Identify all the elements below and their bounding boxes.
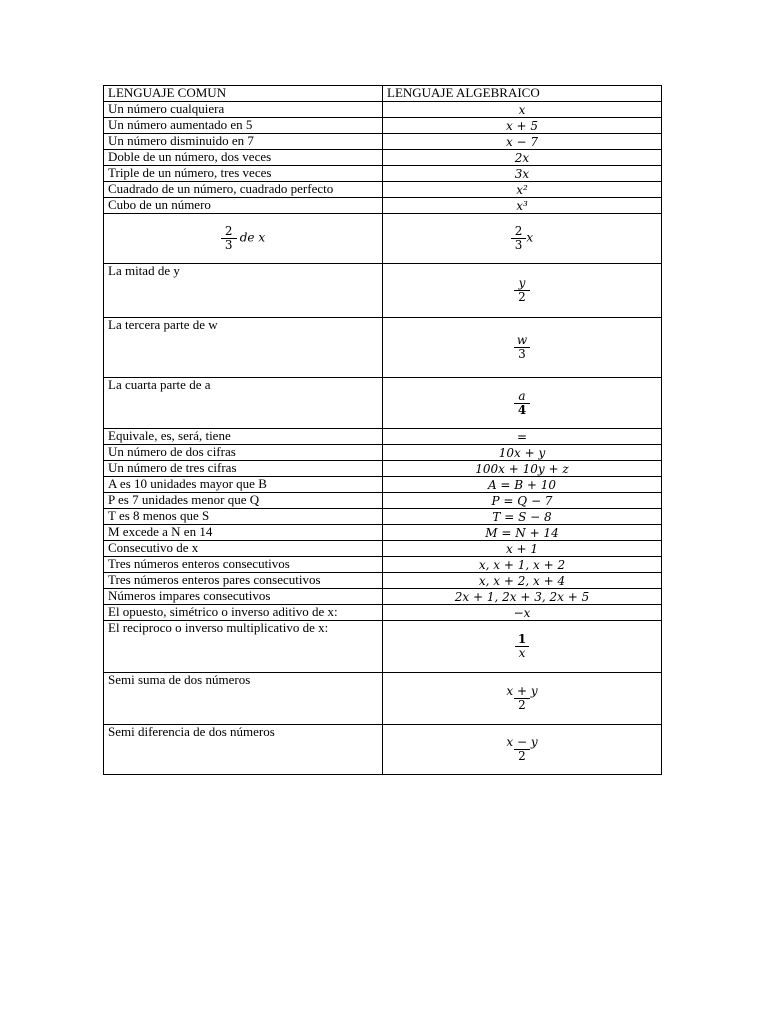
row-algebraic-expression: [383, 589, 662, 605]
fraction-numerator: 1: [517, 632, 527, 646]
row-algebraic-fraction: [383, 214, 662, 264]
fraction-numerator: x − y: [506, 735, 538, 749]
row-common-text: T es 8 menos que S: [104, 509, 383, 525]
row-algebraic-expression: [383, 182, 662, 198]
table-row: [104, 318, 662, 378]
table-header-row: [104, 86, 662, 102]
table-row: [104, 429, 662, 445]
row-common-text: M excede a N en 14: [104, 525, 383, 541]
expression-text: x + 1: [505, 541, 539, 556]
fraction: [514, 334, 530, 361]
fraction-numerator: 2: [514, 224, 523, 238]
row-algebraic-expression: [383, 509, 662, 525]
translation-table: [103, 85, 662, 775]
expression-text: x: [518, 102, 526, 117]
fraction-denominator: 2: [514, 290, 530, 304]
table-row: [104, 541, 662, 557]
table-row: [104, 509, 662, 525]
table-row: [104, 102, 662, 118]
table-row: [104, 477, 662, 493]
expression-text: x²: [516, 182, 528, 197]
row-common-text: Cubo de un número: [104, 198, 383, 214]
expression-text: 100x + 10y + z: [475, 461, 569, 476]
row-algebraic-expression: [383, 557, 662, 573]
fraction-numerator: a: [518, 388, 526, 403]
document-page: [103, 85, 661, 775]
row-common-text: Equivale, es, será, tiene: [104, 429, 383, 445]
row-algebraic-expression: [383, 118, 662, 134]
row-common-text: El reciproco o inverso multiplicativo de x:: [104, 621, 383, 673]
expression-text: x, x + 2, x + 4: [478, 573, 566, 588]
fraction-denominator: 2: [514, 749, 530, 763]
table-row: [104, 621, 662, 673]
fraction: [515, 633, 530, 660]
fraction-denominator: 3: [514, 347, 530, 361]
row-common-text: Un número aumentado en 5: [104, 118, 383, 134]
expression-text: −x: [513, 605, 531, 620]
row-algebraic-expression: [383, 461, 662, 477]
row-algebraic-expression: [383, 150, 662, 166]
expression-text: T = S − 8: [492, 509, 552, 524]
row-common-text: Un número cualquiera: [104, 102, 383, 118]
row-common-text: Un número de tres cifras: [104, 461, 383, 477]
row-common-text: Triple de un número, tres veces: [104, 166, 383, 182]
row-algebraic-fraction: [383, 673, 662, 725]
table-row: [104, 378, 662, 429]
fraction: [514, 390, 530, 417]
header-algebraic-language: LENGUAJE ALGEBRAICO: [383, 86, 662, 102]
fraction-denominator: 3: [221, 238, 237, 252]
table-row: [104, 461, 662, 477]
row-algebraic-fraction: [383, 621, 662, 673]
fraction: [504, 685, 539, 712]
row-algebraic-fraction: [383, 378, 662, 429]
row-common-text: Cuadrado de un número, cuadrado perfecto: [104, 182, 383, 198]
fraction-denominator: x: [515, 646, 530, 660]
fraction-suffix: de x: [239, 230, 266, 245]
fraction-numerator: y: [518, 276, 526, 290]
fraction: [514, 277, 530, 304]
row-algebraic-expression: [383, 102, 662, 118]
row-algebraic-fraction: [383, 725, 662, 775]
expression-text: P = Q − 7: [491, 493, 553, 508]
fraction: [504, 736, 539, 763]
row-common-text: Un número disminuido en 7: [104, 134, 383, 150]
expression-text: x³: [516, 198, 528, 213]
table-row: [104, 150, 662, 166]
table-row: [104, 134, 662, 150]
table-row: [104, 214, 662, 264]
table-row: [104, 573, 662, 589]
row-common-text: Doble de un número, dos veces: [104, 150, 383, 166]
row-common-text: Semi diferencia de dos números: [104, 725, 383, 775]
row-common-text: El opuesto, simétrico o inverso aditivo de x:: [104, 605, 383, 621]
row-common-text: Tres números enteros consecutivos: [104, 557, 383, 573]
row-common-text: Tres números enteros pares consecutivos: [104, 573, 383, 589]
row-common-text: Semi suma de dos números: [104, 673, 383, 725]
expression-text: M = N + 14: [485, 525, 559, 540]
row-algebraic-expression: [383, 166, 662, 182]
row-algebraic-fraction: [383, 264, 662, 318]
row-algebraic-expression: [383, 525, 662, 541]
expression-text: 2x: [514, 150, 530, 165]
fraction-numerator: x + y: [506, 684, 538, 698]
table-row: [104, 445, 662, 461]
fraction: [221, 225, 237, 252]
row-algebraic-fraction: [383, 318, 662, 378]
fraction-denominator: 2: [514, 698, 530, 712]
table-row: [104, 605, 662, 621]
row-common-text: A es 10 unidades mayor que B: [104, 477, 383, 493]
table-row: [104, 557, 662, 573]
expression-text: 2x + 1, 2x + 3, 2x + 5: [454, 589, 590, 604]
fraction-denominator: 3: [511, 238, 527, 252]
row-common-text: Un número de dos cifras: [104, 445, 383, 461]
row-algebraic-expression: [383, 477, 662, 493]
row-common-text: P es 7 unidades menor que Q: [104, 493, 383, 509]
row-algebraic-expression: [383, 198, 662, 214]
expression-text: 3x: [514, 166, 530, 181]
fraction: [511, 225, 527, 252]
table-row: [104, 182, 662, 198]
row-common-text: La cuarta parte de a: [104, 378, 383, 429]
table-row: [104, 589, 662, 605]
row-common-text: La mitad de y: [104, 264, 383, 318]
fraction-denominator: 4: [514, 403, 530, 417]
table-row: [104, 725, 662, 775]
table-row: [104, 264, 662, 318]
table-row: [104, 493, 662, 509]
table-row: [104, 166, 662, 182]
expression-text: x, x + 1, x + 2: [478, 557, 566, 572]
row-common-text: Consecutivo de x: [104, 541, 383, 557]
expression-text: =: [516, 429, 528, 444]
table-row: [104, 198, 662, 214]
row-algebraic-expression: [383, 605, 662, 621]
fraction-numerator: w: [516, 333, 528, 347]
row-algebraic-expression: [383, 445, 662, 461]
row-algebraic-expression: [383, 429, 662, 445]
row-common-text: La tercera parte de w: [104, 318, 383, 378]
table-row: [104, 525, 662, 541]
expression-text: 10x + y: [498, 445, 546, 460]
row-common-text: Números impares consecutivos: [104, 589, 383, 605]
header-common-language: LENGUAJE COMUN: [104, 86, 383, 102]
row-algebraic-expression: [383, 134, 662, 150]
fraction-numerator: 2: [224, 224, 233, 238]
expression-text: x + 5: [505, 118, 539, 133]
table-row: [104, 673, 662, 725]
row-common-fraction: [104, 214, 383, 264]
fraction-suffix: x: [526, 230, 534, 245]
row-algebraic-expression: [383, 573, 662, 589]
table-row: [104, 118, 662, 134]
expression-text: A = B + 10: [487, 477, 557, 492]
expression-text: x − 7: [505, 134, 539, 149]
row-algebraic-expression: [383, 493, 662, 509]
row-algebraic-expression: [383, 541, 662, 557]
